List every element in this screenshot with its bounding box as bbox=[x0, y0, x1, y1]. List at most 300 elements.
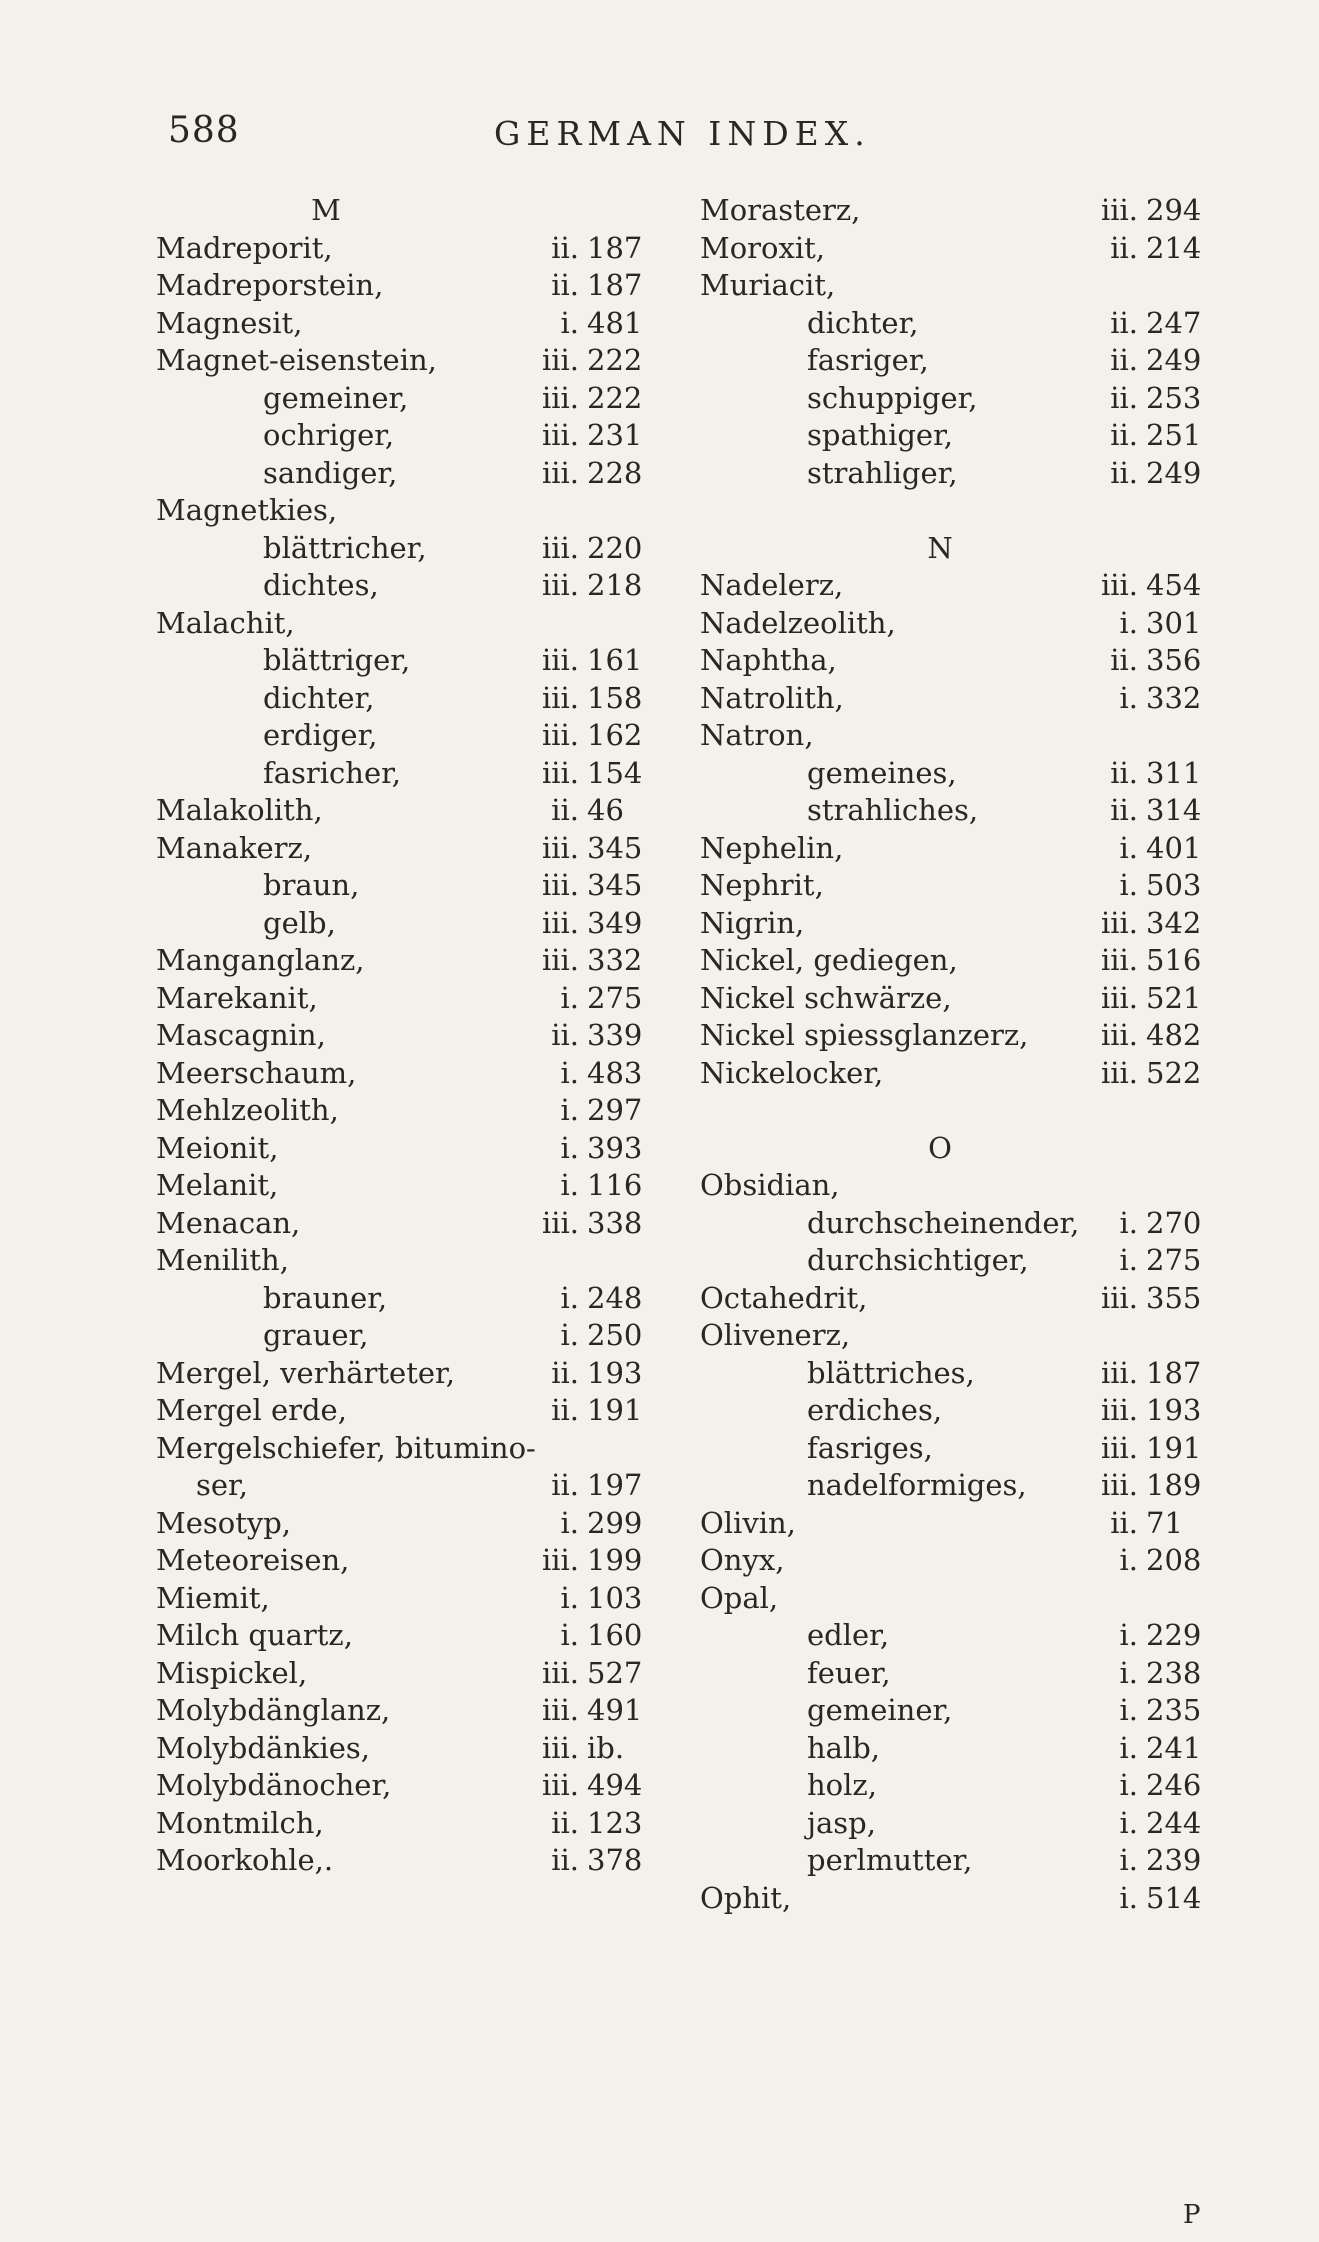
entry-reference bbox=[1080, 1730, 1202, 1768]
volume-number: iii. bbox=[541, 1655, 579, 1690]
volume-number: i. bbox=[1119, 1205, 1138, 1240]
volume-number: i. bbox=[1119, 830, 1138, 865]
page-reference: 187 bbox=[587, 230, 643, 265]
entry-term: Molybdänkies, bbox=[156, 1730, 371, 1765]
index-entry bbox=[700, 230, 1220, 268]
entry-term: Mergel erde, bbox=[156, 1393, 347, 1427]
entry-reference bbox=[1080, 905, 1202, 943]
page-reference: 103 bbox=[587, 1580, 643, 1615]
page-reference: 332 bbox=[1146, 680, 1202, 715]
page-reference: 229 bbox=[1146, 1618, 1202, 1652]
blank-line bbox=[700, 492, 1220, 530]
index-entry bbox=[156, 1392, 656, 1430]
page-reference: 314 bbox=[1146, 793, 1202, 827]
entry-reference bbox=[1080, 942, 1202, 980]
volume-number: iii. bbox=[541, 1768, 579, 1802]
entry-reference bbox=[1080, 1017, 1202, 1055]
entry-term: Manganglanz, bbox=[156, 943, 365, 977]
index-entry bbox=[156, 1842, 656, 1880]
page-reference: 516 bbox=[1146, 943, 1202, 977]
page-reference: 378 bbox=[587, 1843, 643, 1877]
index-entry bbox=[156, 755, 656, 793]
entry-term: Milch quartz, bbox=[156, 1618, 353, 1652]
entry-reference bbox=[521, 267, 643, 305]
volume-number: iii. bbox=[541, 418, 579, 452]
volume-number: i. bbox=[1119, 1243, 1138, 1277]
volume-number: ii. bbox=[1110, 380, 1138, 415]
page-reference: 246 bbox=[1146, 1768, 1202, 1802]
entry-term: Olivin, bbox=[700, 1505, 796, 1540]
volume-number: i. bbox=[560, 1168, 579, 1202]
entry-reference bbox=[1080, 417, 1202, 455]
volume-number: iii. bbox=[541, 643, 579, 677]
index-entry bbox=[700, 1280, 1220, 1318]
volume-number: iii. bbox=[541, 1693, 579, 1727]
index-entry bbox=[700, 1842, 1220, 1880]
blank-line bbox=[700, 1092, 1220, 1130]
index-entry bbox=[156, 680, 656, 718]
volume-number: i. bbox=[1119, 1730, 1138, 1765]
entry-reference bbox=[1080, 755, 1202, 793]
index-entry bbox=[700, 792, 1220, 830]
index-entry bbox=[156, 642, 656, 680]
entry-term: Opal, bbox=[700, 1580, 779, 1615]
index-entry bbox=[700, 342, 1220, 380]
page-number: 588 bbox=[168, 110, 240, 151]
entry-reference bbox=[521, 417, 643, 455]
page-reference: 345 bbox=[587, 830, 643, 865]
index-entry bbox=[156, 1655, 656, 1693]
entry-reference bbox=[1080, 455, 1202, 493]
page-reference: 401 bbox=[1146, 830, 1202, 865]
volume-number: ii. bbox=[1110, 643, 1138, 677]
entry-term: Naphtha, bbox=[700, 643, 837, 677]
page-reference: 214 bbox=[1146, 230, 1202, 265]
entry-reference bbox=[521, 1317, 643, 1355]
entry-term: Morasterz, bbox=[700, 193, 861, 227]
page-reference: 251 bbox=[1146, 418, 1202, 452]
entry-term: Mergel, verhärteter, bbox=[156, 1355, 455, 1390]
index-entry bbox=[700, 1467, 1220, 1505]
volume-number: iii. bbox=[541, 455, 579, 490]
entry-reference bbox=[521, 680, 643, 718]
entry-term: Nickel spiessglanzerz, bbox=[700, 1018, 1029, 1052]
entry-term: Moorkohle,. bbox=[156, 1843, 334, 1877]
index-entry bbox=[700, 1317, 1220, 1355]
entry-term: Nickel schwärze, bbox=[700, 980, 952, 1015]
section-letter bbox=[700, 530, 1220, 568]
volume-number: iii. bbox=[541, 530, 579, 565]
entry-reference bbox=[521, 980, 643, 1018]
volume-number: iii. bbox=[541, 343, 579, 377]
entry-reference bbox=[1080, 1692, 1202, 1730]
entry-reference bbox=[521, 1167, 643, 1205]
volume-number: ii. bbox=[1110, 343, 1138, 377]
entry-term: Mascagnin, bbox=[156, 1018, 326, 1052]
entry-term: strahliger, bbox=[807, 455, 958, 490]
page-reference: 514 bbox=[1146, 1880, 1202, 1915]
index-entry bbox=[700, 830, 1220, 868]
entry-term: Menacan, bbox=[156, 1205, 301, 1240]
entry-term: Mispickel, bbox=[156, 1655, 308, 1690]
entry-reference bbox=[521, 1467, 643, 1505]
page-reference: 218 bbox=[587, 568, 643, 602]
page-reference: 123 bbox=[587, 1805, 643, 1840]
entry-term: Nephelin, bbox=[700, 830, 844, 865]
entry-reference bbox=[521, 1092, 643, 1130]
entry-term: Nigrin, bbox=[700, 905, 805, 940]
page-reference: 482 bbox=[1146, 1018, 1202, 1052]
volume-number: ii. bbox=[1110, 305, 1138, 340]
entry-reference bbox=[521, 380, 643, 418]
page-reference: 235 bbox=[1146, 1693, 1202, 1727]
entry-reference bbox=[1080, 380, 1202, 418]
volume-number: i. bbox=[1119, 605, 1138, 640]
index-entry bbox=[156, 1242, 656, 1280]
page-header bbox=[0, 110, 1319, 160]
entry-term: dichter, bbox=[807, 305, 919, 340]
entry-reference bbox=[521, 1205, 643, 1243]
index-entry bbox=[700, 942, 1220, 980]
entry-reference bbox=[1080, 1242, 1202, 1280]
entry-reference bbox=[1080, 230, 1202, 268]
index-entry bbox=[700, 1580, 1220, 1618]
index-entry bbox=[700, 1355, 1220, 1393]
entry-reference bbox=[1080, 1880, 1202, 1918]
entry-term: Marekanit, bbox=[156, 980, 318, 1015]
entry-term: sandiger, bbox=[263, 455, 398, 490]
index-entry bbox=[156, 1542, 656, 1580]
index-entry bbox=[156, 1580, 656, 1618]
page-reference: 355 bbox=[1146, 1280, 1202, 1315]
entry-term: halb, bbox=[807, 1730, 881, 1765]
volume-number: i. bbox=[560, 980, 579, 1015]
entry-reference bbox=[1080, 642, 1202, 680]
entry-term: fasriges, bbox=[807, 1430, 933, 1465]
index-entry bbox=[700, 267, 1220, 305]
entry-reference bbox=[1080, 1805, 1202, 1843]
page-reference: 249 bbox=[1146, 343, 1202, 377]
index-entry bbox=[700, 680, 1220, 718]
volume-number: iii. bbox=[541, 568, 579, 602]
index-entry bbox=[156, 1092, 656, 1130]
volume-number: ii. bbox=[1110, 755, 1138, 790]
entry-term: fasriger, bbox=[807, 343, 929, 377]
page-reference: 238 bbox=[1146, 1655, 1202, 1690]
page-reference: 46 bbox=[587, 793, 624, 827]
index-entry bbox=[156, 417, 656, 455]
index-entry bbox=[156, 267, 656, 305]
volume-number: iii. bbox=[541, 868, 579, 902]
section-letter bbox=[156, 192, 656, 230]
page-reference: 187 bbox=[587, 268, 643, 302]
volume-number: i. bbox=[560, 305, 579, 340]
entry-reference bbox=[1080, 867, 1202, 905]
entry-reference bbox=[1080, 792, 1202, 830]
entry-term: perlmutter, bbox=[807, 1843, 973, 1877]
entry-term: Natrolith, bbox=[700, 680, 844, 715]
entry-term: Nephrit, bbox=[700, 868, 824, 902]
entry-term: erdiches, bbox=[807, 1393, 943, 1427]
entry-term: braun, bbox=[263, 868, 360, 902]
page-reference: 199 bbox=[587, 1543, 643, 1577]
entry-term: gemeiner, bbox=[807, 1693, 953, 1727]
entry-reference bbox=[521, 792, 633, 830]
index-entry bbox=[700, 605, 1220, 643]
entry-reference bbox=[521, 1805, 643, 1843]
index-entry bbox=[700, 717, 1220, 755]
entry-reference bbox=[521, 1130, 643, 1168]
entry-reference bbox=[521, 830, 643, 868]
index-entry bbox=[700, 455, 1220, 493]
index-entry bbox=[156, 1805, 656, 1843]
entry-reference bbox=[521, 1580, 643, 1618]
page-reference: 231 bbox=[587, 418, 643, 452]
volume-number: iii. bbox=[1100, 1055, 1138, 1090]
volume-number: ii. bbox=[1110, 1505, 1138, 1540]
entry-reference bbox=[521, 1280, 643, 1318]
entry-reference bbox=[521, 717, 643, 755]
entry-reference bbox=[1080, 1392, 1202, 1430]
index-entry bbox=[700, 1242, 1220, 1280]
index-entry bbox=[156, 530, 656, 568]
volume-number: iii. bbox=[541, 1205, 579, 1240]
page-reference: 222 bbox=[587, 380, 643, 415]
entry-term: Montmilch, bbox=[156, 1805, 324, 1840]
entry-term: dichter, bbox=[263, 680, 375, 715]
index-entry bbox=[700, 567, 1220, 605]
entry-reference bbox=[521, 867, 643, 905]
page-reference: 250 bbox=[587, 1318, 643, 1352]
volume-number: ii. bbox=[551, 1468, 579, 1502]
entry-reference bbox=[521, 342, 643, 380]
page-reference: 349 bbox=[587, 905, 643, 940]
page-reference: 527 bbox=[587, 1655, 643, 1690]
index-entry bbox=[156, 1317, 656, 1355]
entry-term: Meteoreisen, bbox=[156, 1543, 350, 1577]
volume-number: i. bbox=[1119, 1655, 1138, 1690]
index-entry bbox=[156, 1130, 656, 1168]
entry-term: fasricher, bbox=[263, 755, 402, 790]
entry-reference bbox=[521, 567, 643, 605]
entry-reference bbox=[521, 1842, 643, 1880]
entry-reference bbox=[1080, 680, 1202, 718]
page-reference: 191 bbox=[587, 1393, 643, 1427]
index-entry bbox=[156, 1430, 656, 1468]
entry-term: Onyx, bbox=[700, 1543, 785, 1577]
entry-term: Nadelzeolith, bbox=[700, 605, 896, 640]
page-reference: 342 bbox=[1146, 905, 1202, 940]
index-entry bbox=[700, 980, 1220, 1018]
index-entry bbox=[700, 1655, 1220, 1693]
entry-term: Mesotyp, bbox=[156, 1505, 292, 1540]
index-entry bbox=[700, 642, 1220, 680]
index-entry bbox=[700, 1167, 1220, 1205]
volume-number: iii. bbox=[1100, 980, 1138, 1015]
page-reference: 483 bbox=[587, 1055, 643, 1090]
entry-term: schuppiger, bbox=[807, 380, 978, 415]
volume-number: i. bbox=[560, 1318, 579, 1352]
entry-reference bbox=[1080, 1467, 1202, 1505]
page-reference: 294 bbox=[1146, 193, 1202, 227]
volume-number: iii. bbox=[1100, 193, 1138, 227]
entry-term: nadelformiges, bbox=[807, 1468, 1027, 1502]
index-entry bbox=[700, 305, 1220, 343]
entry-reference bbox=[1080, 980, 1202, 1018]
page-reference: 275 bbox=[1146, 1243, 1202, 1277]
entry-term: ser, bbox=[196, 1468, 248, 1502]
page-reference: 187 bbox=[1146, 1355, 1202, 1390]
page-reference: 301 bbox=[1146, 605, 1202, 640]
index-entry bbox=[700, 755, 1220, 793]
page-reference: 297 bbox=[587, 1093, 643, 1127]
page-reference: 454 bbox=[1146, 568, 1202, 602]
volume-number: iii. bbox=[1100, 943, 1138, 977]
index-entry bbox=[156, 605, 656, 643]
entry-term: Nadelerz, bbox=[700, 568, 844, 602]
index-entry bbox=[156, 1017, 656, 1055]
volume-number: i. bbox=[1119, 1805, 1138, 1840]
entry-reference bbox=[1080, 1280, 1202, 1318]
volume-number: iii. bbox=[541, 830, 579, 865]
page-reference: 503 bbox=[1146, 868, 1202, 902]
volume-number: iii. bbox=[541, 943, 579, 977]
page-reference: 356 bbox=[1146, 643, 1202, 677]
page-reference: 241 bbox=[1146, 1730, 1202, 1765]
page-reference: 193 bbox=[587, 1355, 643, 1390]
volume-number: i. bbox=[1119, 868, 1138, 902]
entry-reference bbox=[1080, 1617, 1202, 1655]
index-entry bbox=[156, 905, 656, 943]
page-reference: 332 bbox=[587, 943, 643, 977]
page-reference: 71 bbox=[1146, 1505, 1183, 1540]
entry-term: Octahedrit, bbox=[700, 1280, 868, 1315]
index-entry bbox=[700, 1880, 1220, 1918]
index-entry bbox=[156, 1692, 656, 1730]
page-reference: 253 bbox=[1146, 380, 1202, 415]
page-reference: 338 bbox=[587, 1205, 643, 1240]
page-reference: 249 bbox=[1146, 455, 1202, 490]
entry-reference bbox=[521, 1692, 643, 1730]
index-entry bbox=[700, 1730, 1220, 1768]
page-reference: 270 bbox=[1146, 1205, 1202, 1240]
volume-number: ii. bbox=[551, 268, 579, 302]
volume-number: iii. bbox=[541, 1730, 579, 1765]
page-reference: 220 bbox=[587, 530, 643, 565]
volume-number: iii. bbox=[1100, 1355, 1138, 1390]
index-entry bbox=[156, 942, 656, 980]
index-entry bbox=[156, 305, 656, 343]
volume-number: i. bbox=[560, 1505, 579, 1540]
page-reference: 154 bbox=[587, 755, 643, 790]
index-entry bbox=[700, 1767, 1220, 1805]
index-entry bbox=[156, 1617, 656, 1655]
page-reference: 193 bbox=[1146, 1393, 1202, 1427]
index-entry bbox=[700, 1017, 1220, 1055]
index-entry bbox=[156, 455, 656, 493]
entry-term: grauer, bbox=[263, 1318, 369, 1352]
entry-term: Miemit, bbox=[156, 1580, 270, 1615]
index-entry bbox=[156, 567, 656, 605]
entry-term: Menilith, bbox=[156, 1243, 289, 1277]
left-index-column bbox=[156, 192, 656, 1880]
entry-reference bbox=[521, 1505, 643, 1543]
volume-number: i. bbox=[1119, 1768, 1138, 1802]
page-reference: 197 bbox=[587, 1468, 643, 1502]
entry-term: Meionit, bbox=[156, 1130, 279, 1165]
page-reference: 247 bbox=[1146, 305, 1202, 340]
page-reference: 299 bbox=[587, 1505, 643, 1540]
index-entry bbox=[156, 1355, 656, 1393]
entry-term: Olivenerz, bbox=[700, 1318, 851, 1352]
entry-term: Moroxit, bbox=[700, 230, 825, 265]
volume-number: iii. bbox=[541, 718, 579, 752]
page-reference: 228 bbox=[587, 455, 643, 490]
entry-term: gemeiner, bbox=[263, 380, 409, 415]
entry-term: ochriger, bbox=[263, 418, 395, 452]
page-reference: 311 bbox=[1146, 755, 1202, 790]
volume-number: i. bbox=[560, 1093, 579, 1127]
entry-reference bbox=[1080, 342, 1202, 380]
entry-term: Melanit, bbox=[156, 1168, 279, 1202]
volume-number: ii. bbox=[551, 1393, 579, 1427]
volume-number: i. bbox=[560, 1055, 579, 1090]
page-reference: 116 bbox=[587, 1168, 643, 1202]
entry-term: Magnetkies, bbox=[156, 493, 338, 527]
entry-reference bbox=[1080, 1842, 1202, 1880]
section-letter-text: M bbox=[311, 193, 341, 227]
volume-number: ii. bbox=[551, 1805, 579, 1840]
volume-number: iii. bbox=[1100, 568, 1138, 602]
entry-term: Mehlzeolith, bbox=[156, 1093, 339, 1127]
volume-number: i. bbox=[1119, 1693, 1138, 1727]
entry-term: erdiger, bbox=[263, 718, 378, 752]
index-entry bbox=[156, 867, 656, 905]
entry-term: Malakolith, bbox=[156, 793, 323, 827]
entry-term: Mergelschiefer, bitumino- bbox=[156, 1430, 536, 1465]
volume-number: ii. bbox=[1110, 455, 1138, 490]
index-entry bbox=[700, 1430, 1220, 1468]
entry-reference bbox=[521, 755, 643, 793]
entry-term: brauner, bbox=[263, 1280, 388, 1315]
entry-reference bbox=[1080, 1205, 1202, 1243]
entry-reference bbox=[1080, 1505, 1192, 1543]
index-entry bbox=[156, 792, 656, 830]
index-entry bbox=[156, 980, 656, 1018]
entry-reference bbox=[521, 1617, 643, 1655]
page-reference: 339 bbox=[587, 1018, 643, 1052]
volume-number: ii. bbox=[551, 230, 579, 265]
entry-term: Nickelocker, bbox=[700, 1055, 884, 1090]
entry-term: gemeines, bbox=[807, 755, 957, 790]
entry-reference bbox=[1080, 305, 1202, 343]
entry-reference bbox=[521, 942, 643, 980]
catchword: P bbox=[1183, 2200, 1201, 2230]
index-entry bbox=[700, 192, 1220, 230]
index-entry bbox=[156, 1730, 656, 1768]
volume-number: i. bbox=[1119, 1843, 1138, 1877]
volume-number: i. bbox=[1119, 680, 1138, 715]
volume-number: i. bbox=[560, 1580, 579, 1615]
page-reference: 162 bbox=[587, 718, 643, 752]
index-entry bbox=[700, 1392, 1220, 1430]
entry-term: Ophit, bbox=[700, 1880, 792, 1915]
entry-term: blättriger, bbox=[263, 643, 411, 677]
running-head: GERMAN INDEX. bbox=[494, 114, 871, 153]
entry-term: Obsidian, bbox=[700, 1168, 840, 1202]
page-reference: 521 bbox=[1146, 980, 1202, 1015]
volume-number: iii. bbox=[541, 380, 579, 415]
